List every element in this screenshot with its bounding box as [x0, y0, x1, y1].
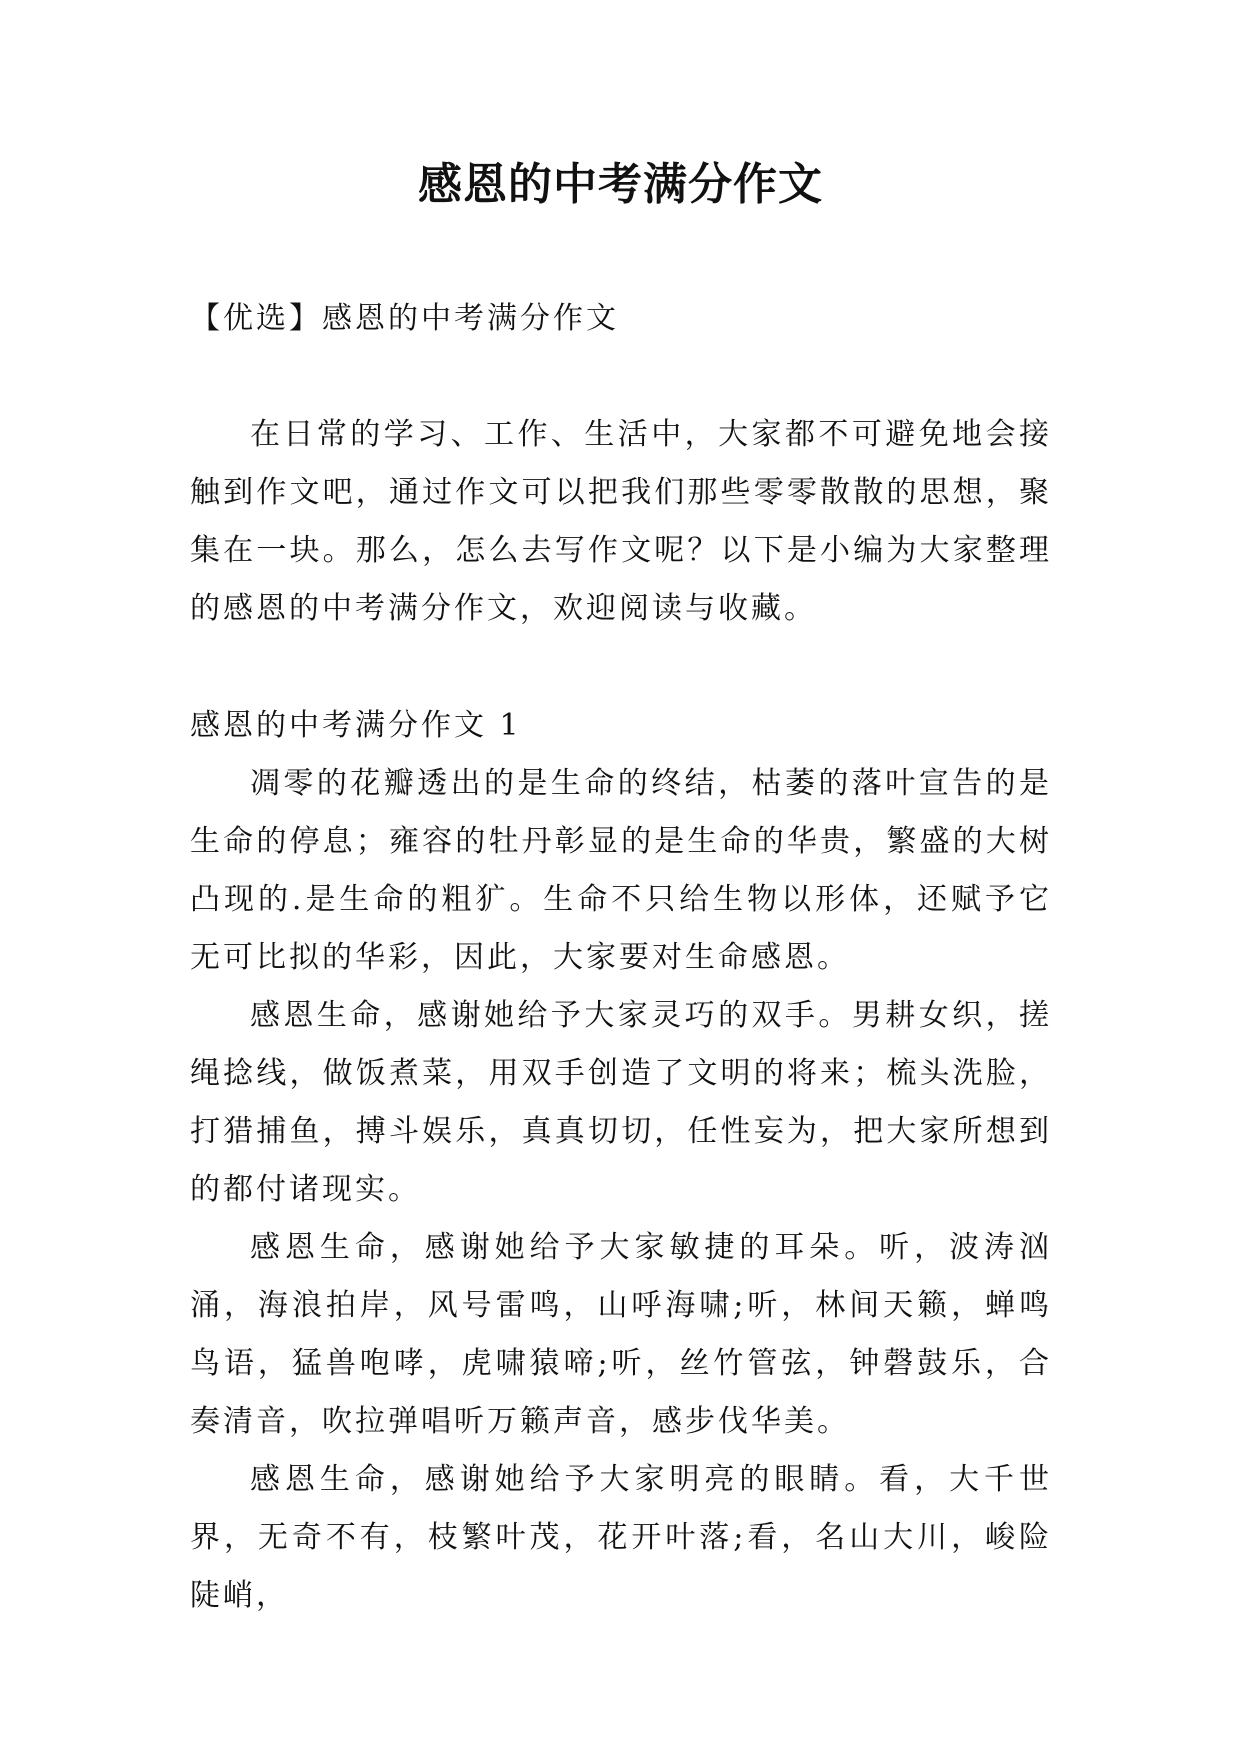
document-subtitle: 【优选】感恩的中考满分作文: [190, 301, 619, 336]
intro-paragraph: [190, 406, 1052, 638]
intro-text: 在日常的学习、工作、生活中，大家都不可避免地会接触到作文吧，通过作文可以把我们那些零零散散的思想，聚集在一块。那么，怎么去写作文呢？以下是小编为大家整理的感恩的中考满分作文，欢迎阅读与收藏。: [190, 417, 1052, 626]
section-heading: 感恩的中考满分作文 1: [190, 708, 522, 743]
document-title: 感恩的中考满分作文: [418, 159, 823, 210]
essay-paragraph: 感恩生命，感谢她给予大家灵巧的双手。男耕女织，搓绳捻线，做饭煮菜，用双手创造了文明的将来；梳头洗脸，打猎捕鱼，搏斗娱乐，真真切切，任性妄为，把大家所想到的都付诸现实。: [190, 998, 1052, 1207]
essay-paragraph: 感恩生命，感谢她给予大家敏捷的耳朵。听，波涛汹涌，海浪拍岸，风号雷鸣，山呼海啸;听，林间天籁，蝉鸣鸟语，猛兽咆哮，虎啸猿啼;听，丝竹管弦，钟磬鼓乐，合奏清音，吹拉弹唱听万籁声音，感步伐华美。: [190, 1230, 1052, 1439]
essay-paragraph: 凋零的花瓣透出的是生命的终结，枯萎的落叶宣告的是生命的停息；雍容的牡丹彰显的是生命的华贵，繁盛的大树凸现的.是生命的粗犷。生命不只给生物以形体，还赋予它无可比拟的华彩，因此，大家要对生命感恩。: [190, 766, 1052, 975]
essay-section: [190, 697, 1052, 1625]
essay-paragraph: 感恩生命，感谢她给予大家明亮的眼睛。看，大千世界，无奇不有，枝繁叶茂，花开叶落;看，名山大川，峻险陡峭，: [190, 1462, 1052, 1613]
